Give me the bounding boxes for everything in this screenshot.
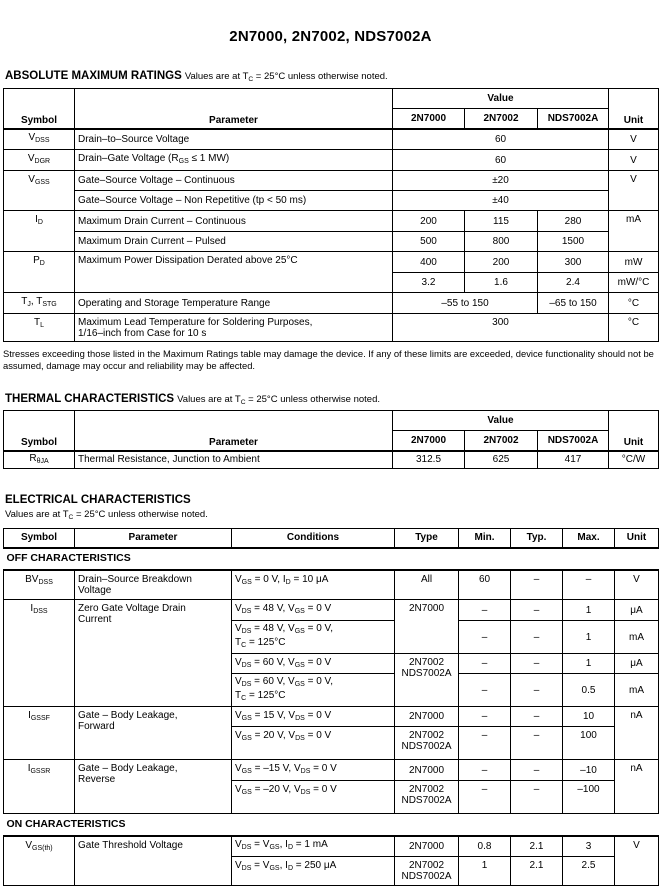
parameter: Maximum Power Dissipation Derated above 25°C [75, 252, 393, 293]
header-value: Value [393, 89, 609, 109]
symbol: $V_{DGR}$ [4, 150, 75, 171]
value-2n7002: 800 [465, 232, 538, 252]
symbol: $I_D$ [4, 211, 75, 252]
value-2n7000: 400 [393, 252, 465, 273]
header-typ: Typ. [511, 529, 563, 548]
symbol: $P_D$ [4, 252, 75, 293]
min: 60 [459, 570, 511, 600]
min: 0.8 [459, 836, 511, 857]
parameter: Drain–to–Source Voltage [75, 129, 393, 150]
unit: mA [615, 674, 659, 707]
parameter: Gate Threshold Voltage [75, 836, 232, 886]
type: 2N7000 [395, 836, 459, 857]
header-type: Type [395, 529, 459, 548]
type: 2N7000 [395, 707, 459, 727]
parameter: Drain–Gate Voltage ($R_{GS} \le 1$ MW) [75, 150, 393, 171]
type: 2N7002 NDS7002A [395, 857, 459, 886]
row-bvdss [4, 570, 659, 600]
conditions: $V_{GS} = 0$ V, $I_D = 10$ μA [232, 570, 395, 600]
on-characteristics-label: ON CHARACTERISTICS [4, 814, 659, 836]
symbol: $I_{GSSF}$ [4, 707, 75, 760]
value-2n7000-2n7002: –55 to 150 [393, 293, 538, 314]
min: – [459, 760, 511, 781]
page-title: 2N7000, 2N7002, NDS7002A [229, 28, 432, 45]
parameter: Gate–Source Voltage – Non Repetitive (tp < 50 ms) [75, 191, 393, 211]
value-nds7002a: 417 [538, 451, 609, 469]
row-tl [4, 314, 659, 342]
row-id-pulsed [4, 232, 659, 252]
symbol: $T_J$, $T_{STG}$ [4, 293, 75, 314]
value: ±20 [393, 171, 609, 191]
header-2n7000: 2N7000 [393, 431, 465, 451]
min: – [459, 654, 511, 674]
conditions: $V_{DS} = 60$ V, $V_{GS} = 0$ V [232, 654, 395, 674]
unit: μA [615, 600, 659, 621]
row-pd [4, 252, 659, 273]
conditions: $V_{GS} = -20$ V, $V_{DS} = 0$ V [232, 781, 395, 814]
thermal-heading: THERMAL CHARACTERISTICS [5, 393, 175, 405]
value-2n7002: 200 [465, 252, 538, 273]
header-max: Max. [563, 529, 615, 548]
unit: V [609, 150, 659, 171]
max: 100 [563, 727, 615, 760]
max: 2.5 [563, 857, 615, 886]
abs-max-heading-line [5, 70, 388, 83]
header-2n7000: 2N7000 [393, 109, 465, 129]
conditions: $V_{GS} = -15$ V, $V_{DS} = 0$ V [232, 760, 395, 781]
header-unit: Unit [615, 529, 659, 548]
conditions: $V_{DS} = 60$ V, $V_{GS} = 0$ V, $T_C = 125^\circ C$ [232, 674, 395, 707]
row-rthja [4, 451, 659, 469]
value-nds7002a: 300 [538, 252, 609, 273]
unit: V [615, 836, 659, 886]
unit: V [609, 129, 659, 150]
typ: 2.1 [511, 836, 563, 857]
thermal-note: Values are at $T_C = 25^\circ C$ unless otherwise noted. [177, 394, 381, 406]
unit: mW [609, 252, 659, 273]
value-nds7002a: 2.4 [538, 273, 609, 293]
header-nds7002a: NDS7002A [538, 109, 609, 129]
value-nds7002a: 1500 [538, 232, 609, 252]
type: 2N7000 [395, 600, 459, 654]
symbol: $T_L$ [4, 314, 75, 342]
typ: – [511, 760, 563, 781]
header-2n7002: 2N7002 [465, 431, 538, 451]
conditions: $V_{DS} = V_{GS}$, $I_D = 250$ μA [232, 857, 395, 886]
header-value: Value [393, 411, 609, 431]
typ: – [511, 674, 563, 707]
value-nds7002a: –65 to 150 [538, 293, 609, 314]
symbol: $I_{GSSR}$ [4, 760, 75, 814]
symbol: $I_{DSS}$ [4, 600, 75, 707]
abs-max-note: Values are at $T_C = 25^\circ C$ unless otherwise noted. [184, 71, 388, 83]
max: –10 [563, 760, 615, 781]
row-vgss-nonrep [4, 191, 659, 211]
abs-max-table [3, 88, 659, 342]
value-2n7002: 625 [465, 451, 538, 469]
type: 2N7002 NDS7002A [395, 781, 459, 814]
header-min: Min. [459, 529, 511, 548]
max: 3 [563, 836, 615, 857]
min: 1 [459, 857, 511, 886]
max: – [563, 570, 615, 600]
value: ±40 [393, 191, 609, 211]
electrical-table [3, 528, 659, 886]
abs-max-heading: ABSOLUTE MAXIMUM RATINGS [5, 70, 182, 82]
value-nds7002a: 280 [538, 211, 609, 232]
on-characteristics-row [4, 814, 659, 836]
max: 1 [563, 621, 615, 654]
max: 0.5 [563, 674, 615, 707]
max: 1 [563, 654, 615, 674]
electrical-header-row [4, 529, 659, 548]
typ: – [511, 781, 563, 814]
row-tj-tstg [4, 293, 659, 314]
row-igssf-1 [4, 707, 659, 727]
unit: °C/W [609, 451, 659, 469]
off-characteristics-label: OFF CHARACTERISTICS [4, 548, 659, 570]
symbol: $R_{\theta JA}$ [4, 451, 75, 469]
value-2n7000: 200 [393, 211, 465, 232]
value: 60 [393, 129, 609, 150]
row-vdss [4, 129, 659, 150]
type: 2N7000 [395, 760, 459, 781]
max: 1 [563, 600, 615, 621]
value-2n7002: 1.6 [465, 273, 538, 293]
typ: – [511, 654, 563, 674]
typ: – [511, 707, 563, 727]
min: – [459, 781, 511, 814]
unit: mA [615, 621, 659, 654]
electrical-heading: ELECTRICAL CHARACTERISTICS [5, 494, 191, 506]
min: – [459, 727, 511, 760]
header-unit: Unit [609, 411, 659, 451]
parameter: Gate–Source Voltage – Continuous [75, 171, 393, 191]
unit: °C [609, 293, 659, 314]
unit: μA [615, 654, 659, 674]
symbol: $V_{GSS}$ [4, 171, 75, 211]
unit: mA [609, 211, 659, 252]
parameter: Drain–Source Breakdown Voltage [75, 570, 232, 600]
header-symbol: Symbol [4, 89, 75, 129]
type: 2N7002 NDS7002A [395, 727, 459, 760]
parameter: Thermal Resistance, Junction to Ambient [75, 451, 393, 469]
min: – [459, 621, 511, 654]
row-id [4, 211, 659, 232]
type: 2N7002 NDS7002A [395, 654, 459, 707]
parameter: Zero Gate Voltage Drain Current [75, 600, 232, 707]
parameter: Maximum Drain Current – Pulsed [75, 232, 393, 252]
max: 10 [563, 707, 615, 727]
typ: – [511, 570, 563, 600]
row-vgsth-1 [4, 836, 659, 857]
unit: °C [609, 314, 659, 342]
thermal-table [3, 410, 659, 469]
header-parameter: Parameter [75, 529, 232, 548]
unit: nA [615, 760, 659, 814]
symbol: $V_{GS(th)}$ [4, 836, 75, 886]
header-2n7002: 2N7002 [465, 109, 538, 129]
header-nds7002a: NDS7002A [538, 431, 609, 451]
off-characteristics-row [4, 548, 659, 570]
typ: – [511, 600, 563, 621]
unit: V [609, 171, 659, 211]
type: All [395, 570, 459, 600]
max: –100 [563, 781, 615, 814]
value-2n7000: 3.2 [393, 273, 465, 293]
typ: – [511, 621, 563, 654]
conditions: $V_{DS} = 48$ V, $V_{GS} = 0$ V, $T_C = 125^\circ C$ [232, 621, 395, 654]
min: – [459, 600, 511, 621]
parameter: Maximum Lead Temperature for Soldering Purposes, 1/16–inch from Case for 10 s [75, 314, 393, 342]
unit: nA [615, 707, 659, 760]
value-2n7000: 312.5 [393, 451, 465, 469]
header-conditions: Conditions [232, 529, 395, 548]
conditions: $V_{DS} = 48$ V, $V_{GS} = 0$ V [232, 600, 395, 621]
unit: V [615, 570, 659, 600]
stress-note: Stresses exceeding those listed in the Maximum Ratings table may damage the device. If any of these limits are exceeded, device functionality should not be assumed, damage may occur and reliability may be affected. [3, 348, 654, 371]
row-vgss [4, 171, 659, 191]
parameter: Operating and Storage Temperature Range [75, 293, 393, 314]
conditions: $V_{GS} = 15$ V, $V_{DS} = 0$ V [232, 707, 395, 727]
symbol: $BV_{DSS}$ [4, 570, 75, 600]
thermal-heading-line [5, 393, 380, 406]
parameter: Maximum Drain Current – Continuous [75, 211, 393, 232]
header-unit: Unit [609, 89, 659, 129]
row-vdgr [4, 150, 659, 171]
min: – [459, 674, 511, 707]
conditions: $V_{GS} = 20$ V, $V_{DS} = 0$ V [232, 727, 395, 760]
typ: 2.1 [511, 857, 563, 886]
header-symbol: Symbol [4, 411, 75, 451]
value: 300 [393, 314, 609, 342]
parameter: Gate – Body Leakage, Reverse [75, 760, 232, 814]
header-parameter: Parameter [75, 89, 393, 129]
value-2n7002: 115 [465, 211, 538, 232]
parameter: Gate – Body Leakage, Forward [75, 707, 232, 760]
header-symbol: Symbol [4, 529, 75, 548]
row-idss-1 [4, 600, 659, 621]
electrical-note: Values are at $T_C = 25^\circ C$ unless otherwise noted. [5, 509, 208, 521]
header-parameter: Parameter [75, 411, 393, 451]
value-2n7000: 500 [393, 232, 465, 252]
typ: – [511, 727, 563, 760]
row-igssr-1 [4, 760, 659, 781]
min: – [459, 707, 511, 727]
conditions: $V_{DS} = V_{GS}$, $I_D = 1$ mA [232, 836, 395, 857]
unit: mW/°C [609, 273, 659, 293]
value: 60 [393, 150, 609, 171]
symbol: $V_{DSS}$ [4, 129, 75, 150]
abs-max-header-row [4, 89, 659, 109]
